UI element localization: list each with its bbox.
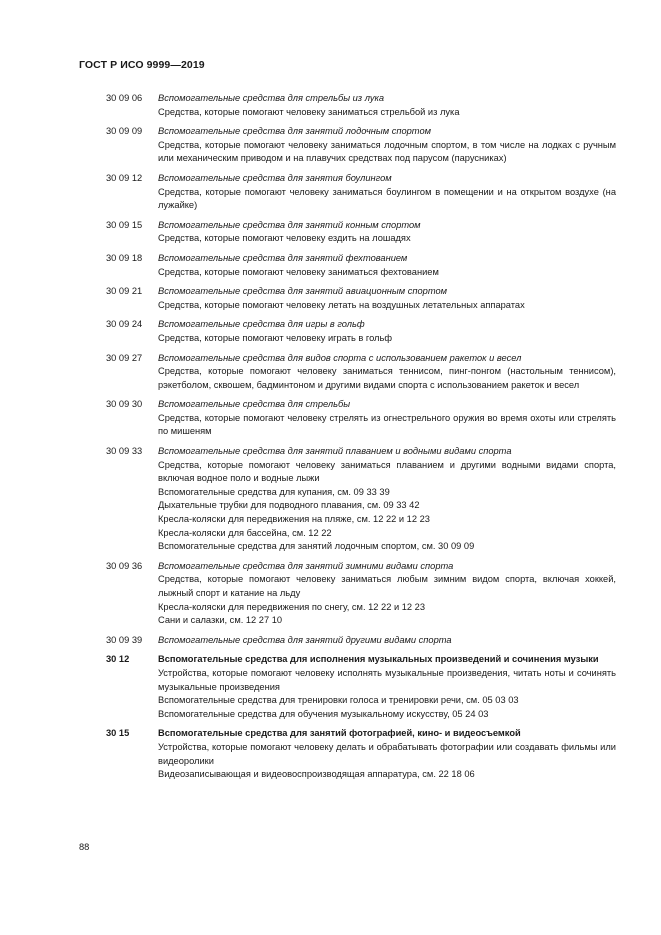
section-code: 30 15 [106, 728, 130, 739]
entry-code: 30 09 06 [106, 93, 143, 103]
entry-title: Вспомогательные средства для занятий зимними видами спорта [158, 560, 454, 571]
entry-code: 30 09 21 [106, 286, 143, 297]
section-30-12 [106, 653, 616, 721]
entry-code: 30 09 09 [106, 126, 143, 137]
entry-30-09-12 [106, 172, 616, 213]
entry-30-09-24 [106, 318, 616, 345]
entry-title: Вспомогательные средства для стрельбы из лука [158, 93, 385, 103]
entry-description: Средства, которые помогают человеку играть в гольф [158, 332, 392, 343]
cross-reference: Вспомогательные средства для обучения музыкальному искусству, 05 24 03 [158, 708, 489, 719]
cross-reference: Вспомогательные средства для тренировки голоса и тренировки речи, см. 05 03 03 [158, 695, 519, 706]
entry-code: 30 09 27 [106, 352, 143, 363]
section-description: Устройства, которые помогают человеку исполнять музыкальные произведения, читать ноты и сочинять музыкальные произведения [158, 667, 616, 692]
entry-code: 30 09 18 [106, 252, 143, 263]
entry-30-09-21 [106, 285, 616, 312]
entry-30-09-18 [106, 252, 616, 279]
entry-description: Средства, которые помогают человеку заниматься боулингом в помещении и на открытом воздухе (на лужайке) [158, 186, 616, 211]
entry-title: Вспомогательные средства для занятий другими видами спорта [158, 634, 452, 645]
entry-30-09-30 [106, 398, 616, 439]
entry-description: Средства, которые помогают человеку ездить на лошадях [158, 233, 411, 244]
entry-title: Вспомогательные средства для занятий авиационным спортом [158, 286, 448, 297]
cross-reference: Вспомогательные средства для занятий лодочным спортом, см. 30 09 09 [158, 541, 475, 552]
entry-30-09-27 [106, 352, 616, 393]
entry-code: 30 09 36 [106, 560, 143, 571]
entry-30-09-36 [106, 560, 616, 628]
entry-title: Вспомогательные средства для занятий конным спортом [158, 219, 421, 230]
cross-reference: Вспомогательные средства для купания, см. 09 33 39 [158, 486, 390, 497]
section-description: Устройства, которые помогают человеку делать и обрабатывать фотографии или создавать фильмы или видеоролики [158, 741, 616, 766]
document-header: ГОСТ Р ИСО 9999—2019 [79, 59, 205, 71]
entry-title: Вспомогательные средства для занятия боулингом [158, 172, 392, 183]
entry-title: Вспомогательные средства для игры в гольф [158, 319, 365, 330]
entry-code: 30 09 12 [106, 172, 143, 183]
entry-description: Средства, которые помогают человеку заниматься фехтованием [158, 266, 439, 277]
entry-code: 30 09 30 [106, 399, 143, 410]
section-title: Вспомогательные средства для занятий фотографией, кино- и видеосъемкой [158, 728, 521, 739]
entry-title: Вспомогательные средства для занятий плаванием и водными видами спорта [158, 446, 512, 457]
entry-30-09-06 [106, 92, 616, 119]
entry-description: Средства, которые помогают человеку заниматься стрельбой из лука [158, 106, 460, 117]
cross-reference: Кресла-коляски для передвижения по снегу, см. 12 22 и 12 23 [158, 601, 425, 612]
entry-description: Средства, которые помогают человеку заниматься любым зимним видом спорта, включая хоккей, лыжный спорт и катание на льду [158, 574, 616, 598]
section-code: 30 12 [106, 654, 130, 665]
entry-title: Вспомогательные средства для видов спорта с использованием ракеток и весел [158, 352, 522, 363]
entry-title: Вспомогательные средства для занятий фехтованием [158, 252, 408, 263]
cross-reference: Кресла-коляски для передвижения на пляже, см. 12 22 и 12 23 [158, 514, 430, 525]
entry-code: 30 09 15 [106, 219, 143, 230]
entry-title: Вспомогательные средства для занятий лодочным спортом [158, 126, 431, 137]
cross-reference: Кресла-коляски для бассейна, см. 12 22 [158, 527, 332, 538]
entry-code: 30 09 39 [106, 634, 143, 645]
section-title: Вспомогательные средства для исполнения музыкальных произведений и сочинения музыки [158, 654, 599, 665]
entry-30-09-15 [106, 219, 616, 246]
entry-description: Средства, которые помогают человеку заниматься лодочным спортом, в том числе на лодках с ручным или механическим приводом и на плавучих средствах под парусом (парусниках) [158, 139, 616, 164]
entry-title: Вспомогательные средства для стрельбы [158, 399, 351, 410]
cross-reference: Дыхательные трубки для подводного плавания, см. 09 33 42 [158, 500, 420, 511]
entry-code: 30 09 33 [106, 446, 143, 457]
entry-30-09-33 [106, 445, 616, 554]
entry-30-09-09 [106, 125, 616, 166]
page-number: 88 [79, 842, 90, 852]
entry-30-09-39 [106, 634, 616, 648]
classification-list [106, 92, 616, 788]
entry-description: Средства, которые помогают человеку заниматься теннисом, пинг-понгом (настольным теннисом), рэкетболом, сквошем, бадминтоном и другими видами спорта с использованием ракеток и весел [158, 366, 616, 390]
entry-description: Средства, которые помогают человеку заниматься плаванием и другими водными видами спорта, включая водное поло и водные лыжи [158, 459, 616, 484]
section-30-15 [106, 727, 616, 781]
entry-code: 30 09 24 [106, 319, 143, 330]
cross-reference: Видеозаписывающая и видеовоспроизводящая аппаратура, см. 22 18 06 [158, 769, 475, 780]
entry-description: Средства, которые помогают человеку стрелять из огнестрельного оружия во время охоты или стрелять по мишеням [158, 412, 616, 437]
cross-reference: Сани и салазки, см. 12 27 10 [158, 615, 283, 626]
entry-description: Средства, которые помогают человеку летать на воздушных летательных аппаратах [158, 299, 525, 310]
